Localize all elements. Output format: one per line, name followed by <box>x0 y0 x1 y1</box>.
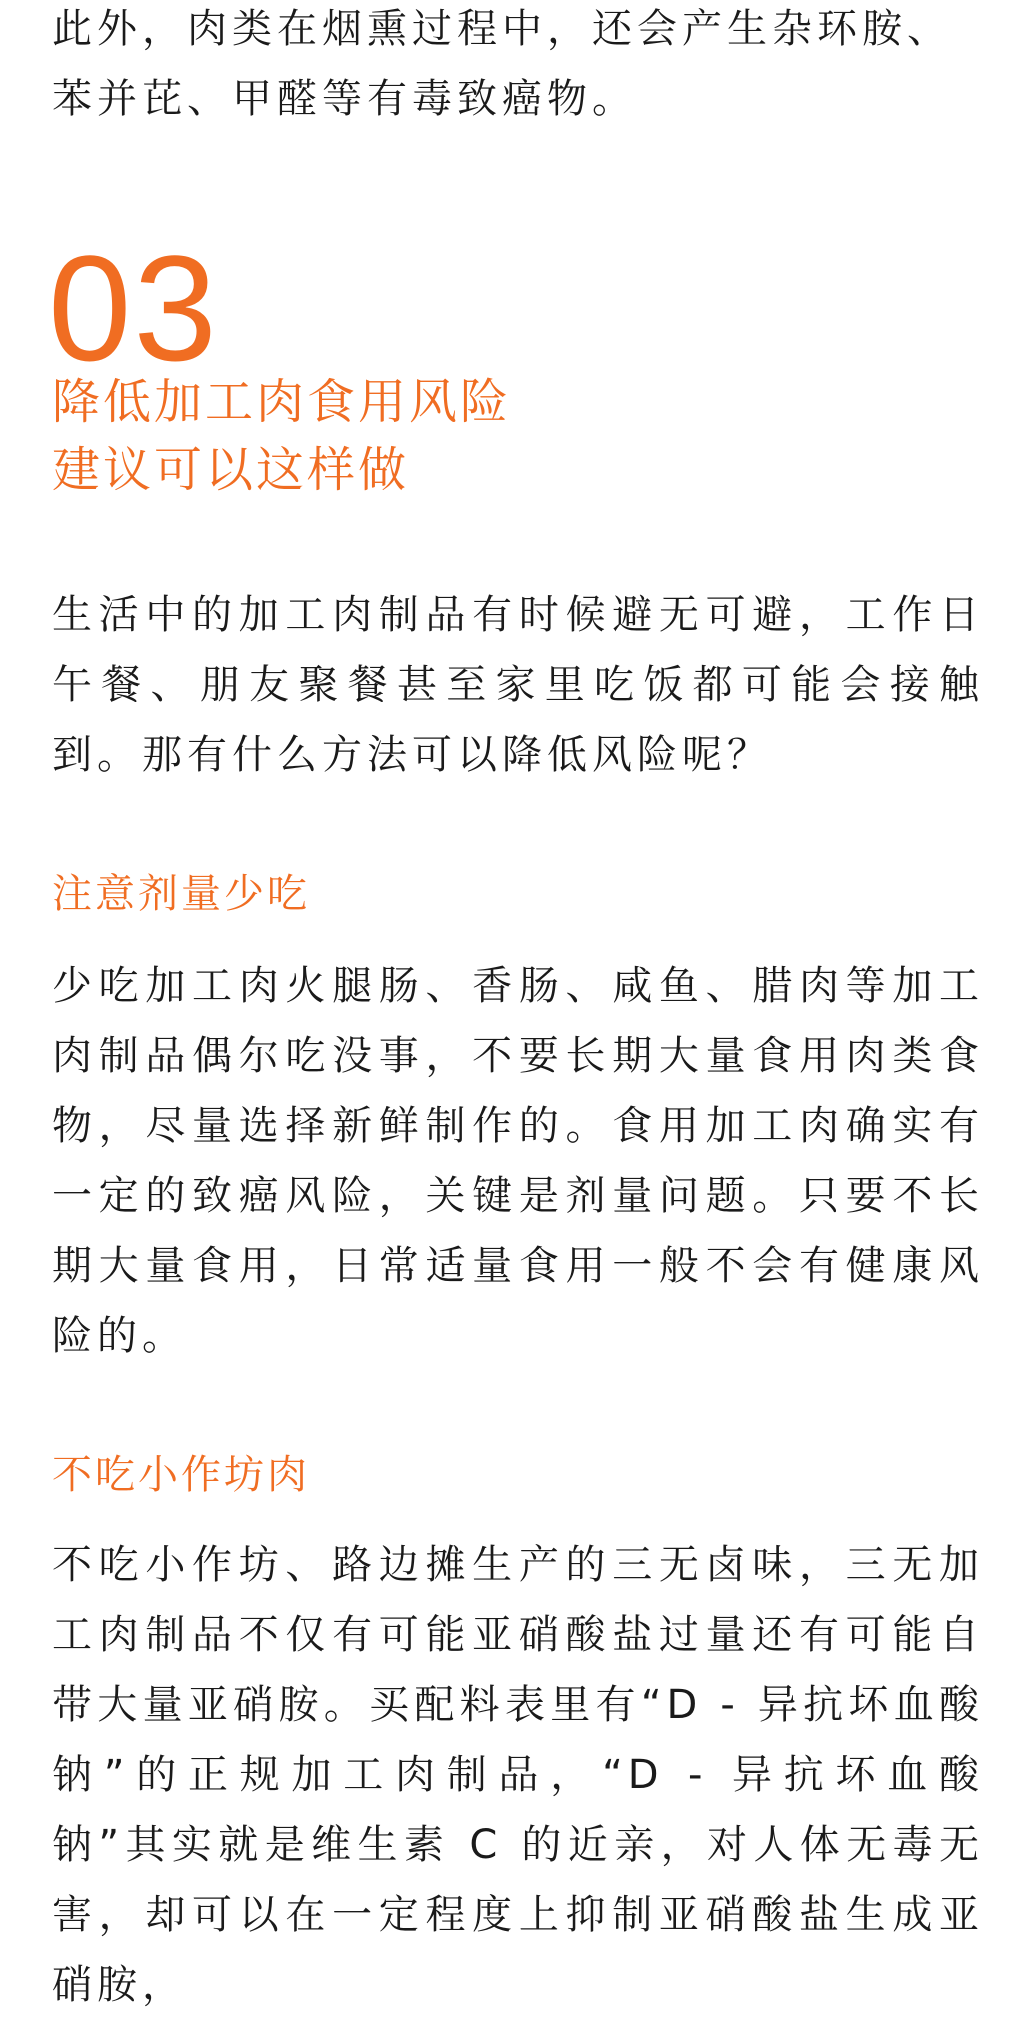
intro-paragraph <box>52 0 984 134</box>
tip-heading-workshop: 不吃小作坊肉 <box>52 1452 310 1498</box>
section-title-line-2: 建议可以这样做 <box>52 442 410 498</box>
tip-heading-dose: 注意剂量少吃 <box>52 871 310 917</box>
section-title <box>52 368 511 504</box>
section-number: 03 <box>48 224 219 392</box>
tip-body-dose: 少吃加工肉火腿肠、香肠、咸鱼、腊肉等加工肉制品偶尔吃没事，不要长期大量食用肉类食物，尽量选择新鲜制作的。食用加工肉确实有一定的致癌风险，关键是剂量问题。只要不长期大量食用，日常适量食用一般不会有健康风险的。 <box>52 963 984 1359</box>
lead-paragraph: 生活中的加工肉制品有时候避无可避，工作日午餐、朋友聚餐甚至家里吃饭都可能会接触到。那有什么方法可以降低风险呢？ <box>52 592 984 778</box>
section-title-line-1: 降低加工肉食用风险 <box>52 374 512 430</box>
intro-line-2: 苯并芘、甲醛等有毒致癌物。 <box>52 76 637 122</box>
intro-line-1: 此外，肉类在烟熏过程中，还会产生杂环胺、 <box>52 6 952 52</box>
tip-body-workshop: 不吃小作坊、路边摊生产的三无卤味，三无加工肉制品不仅有可能亚硝酸盐过量还有可能自带大量亚硝胺。买配料表里有“D - 异抗坏血酸钠”的正规加工肉制品，“D - 异抗坏血酸钠”其实就是维生素 C 的近亲，对人体无毒无害，却可以在一定程度上抑制亚硝酸盐生成亚硝胺， <box>52 1542 984 2008</box>
